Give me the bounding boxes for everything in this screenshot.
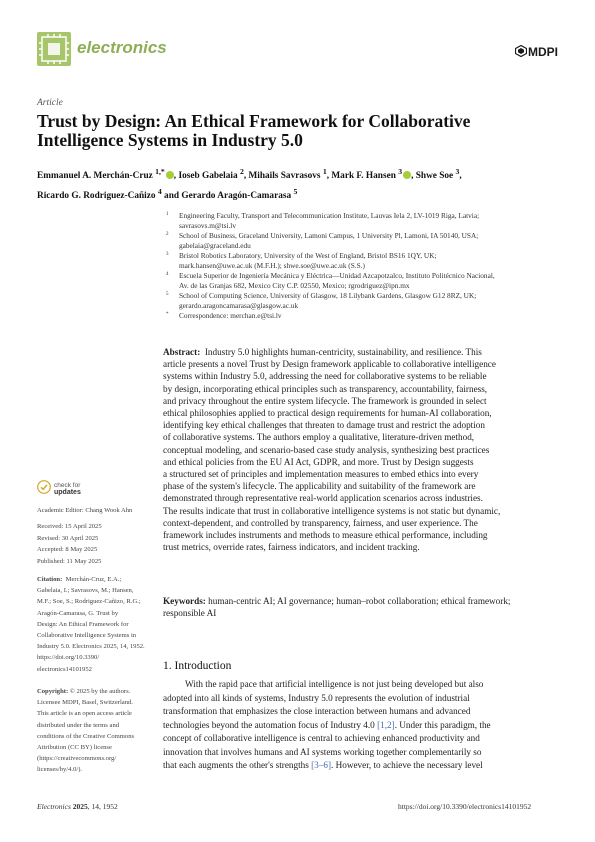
journal-name: electronics bbox=[77, 38, 167, 57]
academic-editor: Academic Editor: Chang Wook Ahn bbox=[37, 507, 133, 514]
introduction-text: With the rapid pace that artificial intelligence is not just being developed but also adopted into all kinds of systems, Industry 5.0 represents the evolution of industrial transformation that emphasizes the close interaction between humans and advanced technologies beyond the automation focus of Industry 4.0 [1,2]. Under this paradigm, the concept of collaborative intelligence is central to achieving enhanced productivity and innovation that involves humans and AI systems working together complementarily so that each augments the other's strengths [3–6]. However, to achieve the necessary level bbox=[163, 679, 491, 770]
citation-link[interactable]: [1,2] bbox=[377, 719, 395, 730]
keywords-label: Keywords: bbox=[163, 596, 206, 606]
author[interactable]: Mihails Savrasovs $^1$ bbox=[248, 167, 327, 182]
date-revised: Revised: 30 April 2025 bbox=[37, 534, 99, 542]
author[interactable]: Ioseb Gabelaia $^2$ bbox=[178, 167, 244, 182]
check-for-updates[interactable]: check for updates bbox=[54, 482, 81, 496]
abstract-label: Abstract: bbox=[163, 347, 201, 357]
article-type: Article bbox=[37, 98, 63, 108]
correspondence: * Correspondence: merchan.e@tsi.lv bbox=[166, 311, 282, 320]
author[interactable]: Mark F. Hansen $^3$ bbox=[331, 171, 411, 181]
affiliation: 4 Escuela Superior de Ingeniería Mecánica y Eléctrica—Unidad Azcapotzalco, Instituto Politécnico Nacional, Av. de las Granjas 682, Mexico City C.P. 02550, Mexico; rgrodriguez@ipn.mx bbox=[166, 271, 495, 290]
affiliation: 5 School of Computing Science, University of Glasgow, 18 Lilybank Gardens, Glasgow G12 8RZ, UK; gerardo.aragoncamarasa@glasgow.ac.uk bbox=[166, 291, 477, 310]
keywords: Keywords: human-centric AI; AI governance; human–robot collaboration; ethical framework; responsible AI bbox=[163, 596, 511, 619]
citation-link[interactable]: [3–6] bbox=[311, 760, 332, 770]
mdpi-logo-icon bbox=[515, 45, 527, 57]
author-list: Emmanuel A. Merchán-Cruz $^{1,*}$ , Ioseb Gabelaia $^2$, Mihails Savrasovs $^1$, Mark F. Hansen $^3$ , Shwe Soe $^3$, Ricardo G. Rodriguez-Cañizo $^4$ and Gerardo Aragón-Camarasa $^5$ bbox=[37, 167, 462, 202]
author[interactable]: Emmanuel A. Merchán-Cruz $^{1,*}$ bbox=[37, 171, 174, 181]
affiliation: 2 School of Business, Graceland University, Lamoni Campus, 1 University Pl, Lamoni, IA 50140, USA; gabelaia@graceland.edu bbox=[166, 231, 479, 250]
affiliations bbox=[163, 211, 558, 321]
abstract: Abstract: Industry 5.0 highlights human-centricity, sustainability, and resilience. This article presents a novel Trust by Design framework applicable to collaborative intelligence systems within Industry 5.0, addressing the need for collaborative systems to be reliable by design, incorporating ethical principles such as transparency, accountability, fairness, and privacy throughout the entire system lifecycle. The framework is grounded in select ethical philosophies applied to practical design requirements for human-AI collaboration, identifying key ethical challenges that threaten to damage trust and restrict the adoption of collaborative systems. The authors employ a qualitative, literature-driven method, conceptual modeling, and scenario-based case study analysis, synthesizing best practices and ethical policies from the EU AI Act, GDPR, and more. Trust by Design suggests a structured set of principles and implementation measures to embed ethics into every phase of the system's lifecycle. The applicability and suitability of the framework are demonstrated through representative real-world application scenarios across industries. The results indicate that trust in collaborative intelligence systems is not static but dynamic, context-dependent, and controlled by transparency, fairness, and user experience. The framework includes instruments and methods to measure ethical performance, including trust metrics, override rates, fairness indicators, and incident tracking. bbox=[163, 347, 501, 553]
publisher-name: MDPI bbox=[528, 45, 558, 59]
orcid-icon[interactable] bbox=[166, 171, 174, 179]
footer-doi-link[interactable]: https://doi.org/10.3390/electronics14101952 bbox=[398, 802, 532, 811]
citation-doi-link[interactable]: electronics14101952 bbox=[37, 665, 92, 673]
license-link[interactable]: licenses/by/4.0/). bbox=[37, 766, 83, 774]
title-line: Intelligence Systems in Industry 5.0 bbox=[37, 130, 303, 150]
date-accepted: Accepted: 8 May 2025 bbox=[37, 546, 98, 553]
author[interactable]: Ricardo G. Rodriguez-Cañizo $^4$ bbox=[37, 187, 162, 202]
title-line: Trust by Design: An Ethical Framework for Collaborative bbox=[37, 111, 471, 131]
page-title bbox=[37, 112, 557, 150]
footer-journal-info: Electronics 2025, 14, 1952 bbox=[37, 802, 118, 811]
copyright-notice: Copyright: © 2025 by the authors. Licensee MDPI, Basel, Switzerland. This article is an open access article distributed under the terms and conditions of the Creative Commons Attribution (CC BY) license (https://creativecommons.org/ licenses/by/4.0/). bbox=[37, 686, 157, 776]
citation-doi-link[interactable]: https://doi.org/10.3390/ bbox=[37, 654, 100, 662]
license-link[interactable]: (https://creativecommons.org/ bbox=[37, 755, 117, 763]
affiliation: 1 Engineering Faculty, Transport and Telecommunication Institute, Lauvas Iela 2, LV-1019 Riga, Latvia; savrasovs.m@tsi.lv bbox=[166, 211, 480, 230]
check-for-updates-icon[interactable] bbox=[37, 480, 51, 494]
citation: Citation: Merchán-Cruz, E.A.; Gabelaia, I.; Savrasovs, M.; Hansen, M.F.; Soe, S.; Rodriguez-Cañizo, R.G.; Aragón-Camarasa, G. Trust by Design: An Ethical Framework for Collaborative Intelligence Systems in Industry 5.0. Electronics 2025, 14, 1952. https://doi.org/10.3390/ electronics14101952 bbox=[37, 574, 155, 675]
publication-dates bbox=[37, 521, 102, 567]
section-heading: 1. Introduction bbox=[163, 660, 232, 672]
author[interactable]: Shwe Soe $^3$ bbox=[415, 167, 460, 182]
date-published: Published: 11 May 2025 bbox=[37, 557, 102, 565]
orcid-icon[interactable] bbox=[403, 171, 411, 179]
author[interactable]: Gerardo Aragón-Camarasa $^5$ bbox=[181, 187, 298, 202]
affiliation: 3 Bristol Robotics Laboratory, University of the West of England, Bristol BS16 1QY, UK; mark.hansen@uwe.ac.uk (M.F.H.); shwe.soe@uwe.ac.uk (S.S.) bbox=[166, 251, 437, 270]
date-received: Received: 15 April 2025 bbox=[37, 523, 102, 530]
journal-logo bbox=[37, 32, 71, 66]
